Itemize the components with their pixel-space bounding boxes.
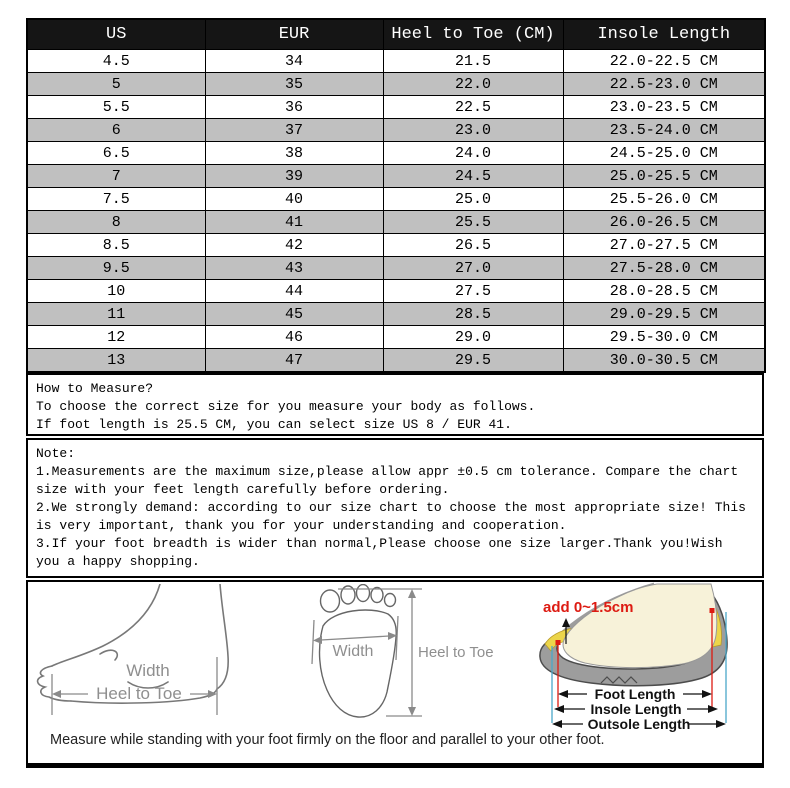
text-line: you a happy shopping. — [36, 554, 200, 569]
table-cell: 27.5-28.0 CM — [563, 257, 765, 280]
table-cell: 41 — [205, 211, 383, 234]
measure-instruction-caption: Measure while standing with your foot firmly on the floor and parallel to your other foot. — [50, 732, 605, 748]
table-row — [27, 280, 765, 303]
table-cell: 28.5 — [383, 303, 563, 326]
table-cell: 4.5 — [27, 50, 205, 73]
table-cell: 24.0 — [383, 142, 563, 165]
table-cell: 22.5 — [383, 96, 563, 119]
foot-length-label: Foot Length — [594, 686, 676, 702]
table-row — [27, 96, 765, 119]
table-row — [27, 326, 765, 349]
table-cell: 35 — [205, 73, 383, 96]
table-row — [27, 165, 765, 188]
table-cell: 24.5-25.0 CM — [563, 142, 765, 165]
table-cell: 25.5 — [383, 211, 563, 234]
text-line: is very important, thank you for your understanding and cooperation. — [36, 518, 567, 533]
table-cell: 27.5 — [383, 280, 563, 303]
table-row — [27, 234, 765, 257]
table-cell: 29.0-29.5 CM — [563, 303, 765, 326]
table-cell: 13 — [27, 349, 205, 373]
column-header-insole-length: Insole Length — [563, 19, 765, 50]
side-heel-to-toe-label: Heel to Toe — [96, 684, 182, 703]
table-cell: 5 — [27, 73, 205, 96]
table-cell: 44 — [205, 280, 383, 303]
table-cell: 6 — [27, 119, 205, 142]
shoe-cross-section-diagram — [505, 582, 767, 732]
table-cell: 36 — [205, 96, 383, 119]
column-header-heel-to-toe: Heel to Toe (CM) — [383, 19, 563, 50]
table-row — [27, 349, 765, 373]
table-cell: 47 — [205, 349, 383, 373]
table-cell: 34 — [205, 50, 383, 73]
table-row — [27, 142, 765, 165]
text-line: To choose the correct size for you measure your body as follows. — [36, 399, 536, 414]
table-cell: 6.5 — [27, 142, 205, 165]
text-line: 1.Measurements are the maximum size,please allow appr ±0.5 cm tolerance. Compare the chart — [36, 464, 739, 479]
text-line: 3.If your foot breadth is wider than normal,Please choose one size larger.Thank you!Wish — [36, 536, 723, 551]
table-cell: 45 — [205, 303, 383, 326]
table-cell: 28.0-28.5 CM — [563, 280, 765, 303]
table-row — [27, 188, 765, 211]
insole-length-label: Insole Length — [590, 701, 682, 717]
table-cell: 8 — [27, 211, 205, 234]
top-heel-to-toe-label: Heel to Toe — [418, 644, 494, 661]
top-width-label: Width — [332, 643, 374, 660]
table-cell: 23.0-23.5 CM — [563, 96, 765, 119]
size-table-body — [27, 50, 765, 373]
add-tolerance-label: add 0~1.5cm — [543, 599, 634, 616]
table-cell: 37 — [205, 119, 383, 142]
table-cell: 22.5-23.0 CM — [563, 73, 765, 96]
table-cell: 40 — [205, 188, 383, 211]
foot-side-view-diagram — [30, 584, 270, 729]
table-row — [27, 211, 765, 234]
table-cell: 5.5 — [27, 96, 205, 119]
table-cell: 10 — [27, 280, 205, 303]
size-conversion-table — [26, 18, 766, 373]
table-cell: 7.5 — [27, 188, 205, 211]
table-row — [27, 303, 765, 326]
table-header-row — [27, 19, 765, 50]
table-cell: 23.5-24.0 CM — [563, 119, 765, 142]
column-header-us: US — [27, 19, 205, 50]
table-cell: 38 — [205, 142, 383, 165]
how-to-measure-title: How to Measure? — [36, 381, 154, 396]
outsole-length-label: Outsole Length — [587, 716, 691, 732]
measurement-figures-section — [26, 580, 764, 768]
table-cell: 12 — [27, 326, 205, 349]
table-cell: 29.5 — [383, 349, 563, 373]
table-cell: 26.0-26.5 CM — [563, 211, 765, 234]
table-cell: 9.5 — [27, 257, 205, 280]
side-width-label: Width — [126, 661, 170, 680]
table-cell: 21.5 — [383, 50, 563, 73]
text-line: 2.We strongly demand: according to our size chart to choose the most appropriate size! This — [36, 500, 746, 515]
table-cell: 22.0 — [383, 73, 563, 96]
note-title: Note: — [36, 446, 76, 461]
table-row — [27, 73, 765, 96]
table-cell: 8.5 — [27, 234, 205, 257]
table-cell: 7 — [27, 165, 205, 188]
how-to-measure-section — [26, 373, 764, 436]
table-cell: 27.0 — [383, 257, 563, 280]
text-line: If foot length is 25.5 CM, you can select size US 8 / EUR 41. — [36, 417, 512, 432]
table-cell: 39 — [205, 165, 383, 188]
table-cell: 43 — [205, 257, 383, 280]
table-cell: 42 — [205, 234, 383, 257]
table-row — [27, 257, 765, 280]
table-cell: 46 — [205, 326, 383, 349]
table-cell: 25.5-26.0 CM — [563, 188, 765, 211]
note-section — [26, 438, 764, 578]
table-cell: 25.0-25.5 CM — [563, 165, 765, 188]
table-cell: 23.0 — [383, 119, 563, 142]
table-cell: 29.5-30.0 CM — [563, 326, 765, 349]
table-cell: 11 — [27, 303, 205, 326]
table-cell: 26.5 — [383, 234, 563, 257]
table-cell: 24.5 — [383, 165, 563, 188]
table-cell: 27.0-27.5 CM — [563, 234, 765, 257]
column-header-eur: EUR — [205, 19, 383, 50]
table-row — [27, 119, 765, 142]
table-cell: 29.0 — [383, 326, 563, 349]
table-cell: 30.0-30.5 CM — [563, 349, 765, 373]
table-row — [27, 50, 765, 73]
text-line: size with your feet length carefully before ordering. — [36, 482, 450, 497]
table-cell: 25.0 — [383, 188, 563, 211]
foot-top-view-diagram — [300, 584, 500, 732]
table-cell: 22.0-22.5 CM — [563, 50, 765, 73]
